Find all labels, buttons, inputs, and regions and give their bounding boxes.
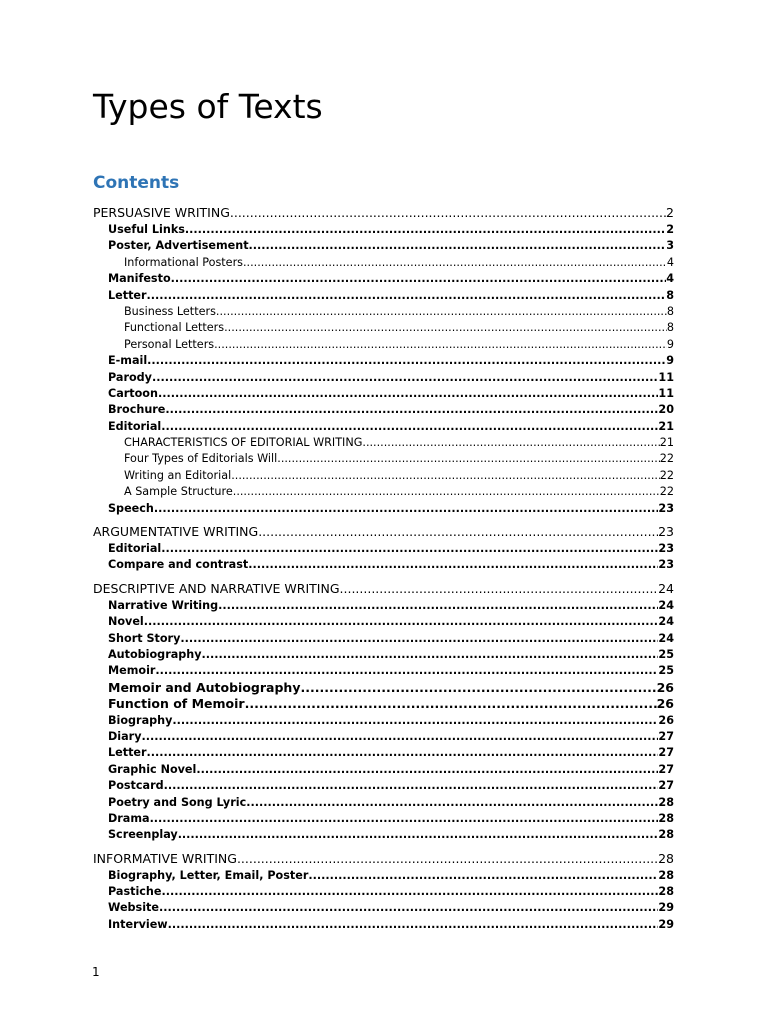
- toc-entry[interactable]: [93, 729, 674, 745]
- toc-entry-title: E-mail: [108, 354, 148, 368]
- toc-entry[interactable]: [93, 868, 674, 884]
- toc-entry-title: Drama: [108, 811, 150, 825]
- toc-entry-title: Manifesto: [108, 272, 171, 286]
- toc-dot-leader: [216, 304, 667, 320]
- toc-entry[interactable]: [93, 795, 674, 811]
- toc-entry[interactable]: [93, 580, 674, 598]
- toc-dot-leader: [308, 868, 658, 884]
- toc-entry-page: 23: [658, 501, 674, 515]
- toc-dot-leader: [218, 598, 658, 614]
- toc-entry[interactable]: [93, 614, 674, 630]
- toc-entry-page: 27: [658, 746, 674, 760]
- toc-dot-leader: [237, 850, 658, 868]
- toc-entry-title: Editorial: [108, 542, 162, 556]
- toc-entry[interactable]: [93, 304, 674, 320]
- table-of-contents: [93, 204, 674, 933]
- toc-entry-title: DESCRIPTIVE AND NARRATIVE WRITING: [93, 580, 340, 596]
- toc-entry[interactable]: [93, 598, 674, 614]
- toc-entry-title: A Sample Structure: [124, 485, 233, 499]
- toc-dot-leader: [161, 419, 658, 435]
- toc-entry-title: Functional Letters: [124, 321, 225, 335]
- toc-entry-page: 22: [659, 468, 674, 482]
- toc-entry-page: 8: [666, 304, 674, 318]
- toc-entry-page: 25: [658, 664, 674, 678]
- toc-entry-title: Diary: [108, 729, 142, 743]
- toc-entry-title: Letter: [108, 746, 147, 760]
- toc-entry-page: 26: [656, 679, 674, 695]
- toc-dot-leader: [172, 713, 658, 729]
- toc-entry[interactable]: [93, 811, 674, 827]
- toc-entry-page: 9: [666, 354, 674, 368]
- toc-entry[interactable]: [93, 541, 674, 557]
- toc-entry-page: 2: [666, 223, 674, 236]
- toc-dot-leader: [147, 353, 666, 369]
- toc-entry-page: 29: [658, 917, 674, 931]
- toc-entry-page: 9: [666, 337, 674, 351]
- toc-entry-title: Biography, Letter, Email, Poster: [108, 868, 309, 882]
- toc-entry[interactable]: [93, 484, 674, 500]
- toc-entry[interactable]: [93, 501, 674, 517]
- toc-entry-title: Biography: [108, 713, 173, 727]
- toc-entry-page: 28: [658, 885, 674, 899]
- toc-dot-leader: [144, 614, 659, 630]
- toc-dot-leader: [164, 778, 659, 794]
- toc-dot-leader: [147, 745, 659, 761]
- toc-entry[interactable]: [93, 663, 674, 679]
- toc-entry-title: ARGUMENTATIVE WRITING: [93, 524, 259, 540]
- toc-entry[interactable]: [93, 222, 674, 238]
- toc-dot-leader: [340, 580, 659, 598]
- toc-dot-leader: [231, 468, 660, 484]
- toc-dot-leader: [158, 386, 658, 402]
- toc-entry-page: 22: [659, 452, 674, 466]
- toc-entry-page: 28: [658, 811, 674, 825]
- toc-dot-leader: [161, 541, 658, 557]
- toc-entry-page: 26: [658, 713, 674, 727]
- toc-entry[interactable]: [93, 238, 674, 254]
- toc-entry-page: 27: [658, 729, 674, 743]
- toc-entry[interactable]: [93, 647, 674, 663]
- toc-dot-leader: [246, 795, 658, 811]
- toc-dot-leader: [185, 222, 666, 238]
- toc-entry-title: Four Types of Editorials Will: [124, 452, 278, 466]
- toc-entry-title: Cartoon: [108, 386, 158, 400]
- toc-entry-title: Brochure: [108, 403, 166, 417]
- toc-entry-page: 4: [666, 255, 674, 269]
- toc-entry[interactable]: [93, 468, 674, 484]
- toc-entry[interactable]: [93, 204, 674, 222]
- toc-dot-leader: [300, 680, 656, 696]
- toc-entry-page: 24: [658, 615, 674, 629]
- toc-entry[interactable]: [93, 696, 674, 712]
- toc-entry-title: Autobiography: [108, 647, 202, 661]
- toc-entry[interactable]: [93, 850, 674, 868]
- toc-dot-leader: [141, 729, 658, 745]
- toc-entry-page: 8: [666, 288, 674, 302]
- toc-entry-page: 3: [666, 239, 674, 253]
- toc-entry-title: Writing an Editorial: [124, 468, 232, 482]
- toc-entry-page: 21: [658, 419, 674, 433]
- toc-entry-page: 26: [656, 696, 674, 712]
- toc-entry[interactable]: [93, 271, 674, 287]
- toc-entry-title: Novel: [108, 615, 144, 629]
- toc-entry-page: 24: [658, 631, 674, 645]
- toc-entry-title: Interview: [108, 917, 168, 931]
- toc-dot-leader: [245, 696, 657, 712]
- toc-entry-title: Speech: [108, 501, 154, 515]
- toc-entry-title: Poster, Advertisement: [108, 239, 249, 253]
- toc-dot-leader: [155, 663, 658, 679]
- toc-entry-title: INFORMATIVE WRITING: [93, 850, 237, 866]
- toc-entry-page: 25: [658, 647, 674, 661]
- toc-dot-leader: [249, 238, 667, 254]
- toc-entry-title: Function of Memoir: [108, 696, 245, 712]
- toc-entry-title: Compare and contrast: [108, 558, 249, 572]
- toc-entry-page: 24: [658, 598, 674, 612]
- toc-entry-title: Narrative Writing: [108, 598, 219, 612]
- toc-entry-title: Poetry and Song Lyric: [108, 795, 247, 809]
- toc-dot-leader: [248, 557, 658, 573]
- toc-entry[interactable]: [93, 353, 674, 369]
- toc-entry-page: 24: [658, 580, 674, 596]
- toc-entry[interactable]: [93, 900, 674, 916]
- toc-entry-title: Letter: [108, 288, 147, 302]
- toc-entry[interactable]: [93, 523, 674, 541]
- toc-entry-page: 4: [666, 272, 674, 286]
- toc-entry[interactable]: [93, 386, 674, 402]
- toc-entry-title: CHARACTERISTICS OF EDITORIAL WRITING: [124, 436, 363, 450]
- toc-entry-title: Useful Links: [108, 223, 185, 236]
- toc-entry-title: Business Letters: [124, 304, 216, 318]
- toc-dot-leader: [159, 900, 658, 916]
- toc-entry-title: Parody: [108, 370, 152, 384]
- toc-dot-leader: [196, 762, 658, 778]
- toc-dot-leader: [178, 827, 659, 843]
- toc-entry-title: Memoir: [108, 664, 156, 678]
- toc-entry-title: Postcard: [108, 779, 164, 793]
- toc-dot-leader: [147, 288, 667, 304]
- toc-entry-title: Screenplay: [108, 828, 178, 842]
- toc-entry-page: 11: [658, 370, 674, 384]
- toc-entry-title: Informational Posters: [124, 255, 243, 269]
- toc-entry-page: 23: [658, 542, 674, 556]
- toc-entry-page: 27: [658, 779, 674, 793]
- toc-entry[interactable]: [93, 435, 674, 451]
- toc-dot-leader: [152, 370, 658, 386]
- toc-dot-leader: [202, 647, 659, 663]
- toc-entry[interactable]: [93, 337, 674, 353]
- toc-entry[interactable]: [93, 402, 674, 418]
- toc-entry[interactable]: [93, 451, 674, 467]
- toc-entry-page: 28: [658, 850, 674, 866]
- toc-entry-page: 2: [666, 205, 674, 220]
- document-title: Types of Texts: [93, 87, 323, 126]
- toc-entry-page: 27: [658, 762, 674, 776]
- toc-entry[interactable]: [93, 745, 674, 761]
- toc-entry-page: 28: [658, 828, 674, 842]
- toc-dot-leader: [150, 811, 659, 827]
- toc-entry[interactable]: [93, 419, 674, 435]
- toc-entry-title: PERSUASIVE WRITING: [93, 205, 230, 220]
- toc-dot-leader: [154, 501, 659, 517]
- toc-dot-leader: [230, 204, 666, 222]
- toc-entry-title: Editorial: [108, 419, 162, 433]
- toc-entry-title: Website: [108, 901, 159, 915]
- toc-entry-page: 22: [659, 485, 674, 499]
- toc-dot-leader: [233, 484, 660, 500]
- toc-entry[interactable]: [93, 778, 674, 794]
- toc-entry-title: Personal Letters: [124, 337, 215, 351]
- toc-entry-page: 28: [658, 795, 674, 809]
- toc-entry[interactable]: [93, 884, 674, 900]
- toc-dot-leader: [165, 402, 658, 418]
- toc-entry[interactable]: [93, 917, 674, 933]
- toc-entry[interactable]: [93, 557, 674, 573]
- toc-dot-leader: [171, 271, 667, 287]
- page-number: 1: [92, 965, 100, 979]
- toc-dot-leader: [277, 451, 659, 467]
- toc-entry-page: 11: [658, 386, 674, 400]
- toc-entry[interactable]: [93, 320, 674, 336]
- toc-entry[interactable]: [93, 631, 674, 647]
- toc-entry[interactable]: [93, 288, 674, 304]
- toc-entry-page: 21: [659, 436, 674, 450]
- toc-dot-leader: [168, 917, 659, 933]
- contents-heading: Contents: [93, 173, 180, 193]
- toc-entry-title: Short Story: [108, 631, 181, 645]
- toc-entry-title: Graphic Novel: [108, 762, 197, 776]
- toc-entry-page: 20: [658, 403, 674, 417]
- toc-entry-page: 29: [658, 901, 674, 915]
- toc-entry[interactable]: [93, 762, 674, 778]
- toc-entry[interactable]: [93, 680, 674, 696]
- toc-entry[interactable]: [93, 255, 674, 271]
- toc-dot-leader: [362, 435, 659, 451]
- toc-entry-page: 28: [658, 868, 674, 882]
- toc-entry-page: 8: [666, 321, 674, 335]
- toc-dot-leader: [224, 320, 667, 336]
- toc-entry-title: Memoir and Autobiography: [108, 679, 301, 695]
- toc-dot-leader: [258, 523, 658, 541]
- toc-entry-page: 23: [658, 558, 674, 572]
- toc-dot-leader: [161, 884, 658, 900]
- toc-dot-leader: [214, 337, 667, 353]
- toc-entry[interactable]: [93, 713, 674, 729]
- toc-dot-leader: [180, 631, 658, 647]
- toc-entry-title: Pastiche: [108, 885, 162, 899]
- toc-dot-leader: [243, 255, 667, 271]
- toc-entry-page: 23: [658, 524, 674, 540]
- toc-entry[interactable]: [93, 827, 674, 843]
- toc-entry[interactable]: [93, 370, 674, 386]
